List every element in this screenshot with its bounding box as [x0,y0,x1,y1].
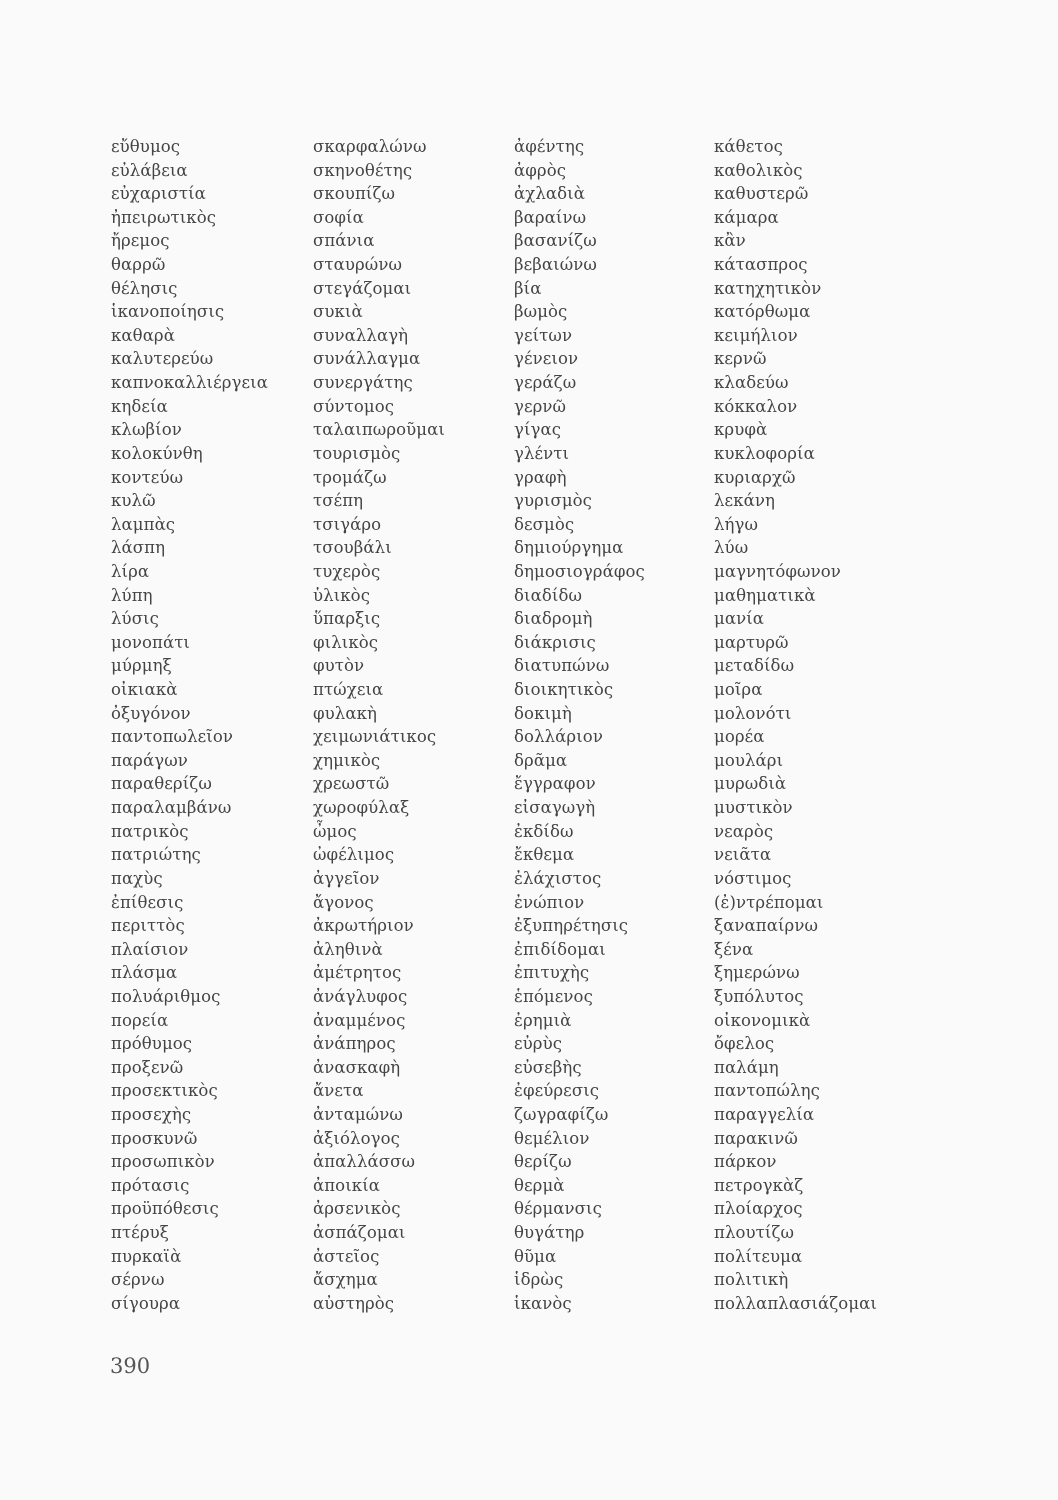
word-entry: τσιγάρο [313,514,382,534]
word-entry: ἀξιόλογος [313,1128,400,1148]
word-entry: σκουπίζω [313,184,396,204]
word-entry: ἐξυπηρέτησις [514,916,629,936]
word-entry: δημοσιογράφος [514,561,645,581]
word-entry: πολλαπλασιάζομαι [714,1293,877,1313]
word-entry: κοντεύω [111,467,184,487]
word-entry: διαδίδω [514,585,583,605]
word-entry: βασανίζω [514,231,597,251]
word-entry: ζωγραφίζω [514,1104,609,1124]
word-entry: καλυτερεύω [111,349,214,369]
word-entry: αὐστηρὸς [313,1293,395,1313]
word-entry: κρυφὰ [714,420,768,440]
word-entry: γερνῶ [514,396,567,416]
word-entry: λεκάνη [714,491,775,511]
word-entry: ἄνετα [313,1081,364,1101]
word-entry: (ἐ)ντρέπομαι [714,892,824,912]
word-entry: θῦμα [514,1246,557,1266]
word-entry: προσεχὴς [111,1104,192,1124]
word-entry: λαμπὰς [111,514,176,534]
word-entry: θέρμανσις [514,1199,602,1219]
word-entry: παραθερίζω [111,774,212,794]
word-column-3 [514,135,645,1315]
word-entry: εὐρὺς [514,1034,563,1054]
word-entry: παρακινῶ [714,1128,798,1148]
word-entry: νεαρὸς [714,821,774,841]
word-entry: πλάσμα [111,963,178,983]
word-entry: ταλαιπωροῦμαι [313,420,445,440]
word-entry: κάτασπρος [714,255,808,275]
word-entry: καθαρὰ [111,325,175,345]
word-entry: εὐχαριστία [111,184,206,204]
word-entry: κυκλοφορία [714,443,815,463]
word-entry: λάσπη [111,538,166,558]
word-entry: ἄσχημα [313,1270,378,1290]
word-entry: σκαρφαλώνω [313,137,427,156]
word-entry: ἐφεύρεσις [514,1081,600,1101]
word-entry: πρότασις [111,1175,190,1195]
word-entry: πατριώτης [111,845,201,865]
word-entry: ἔγγραφον [514,774,596,794]
word-entry: σύντομος [313,396,395,416]
word-entry: εὔθυμος [111,137,181,156]
word-entry: πολιτικὴ [714,1270,789,1290]
word-entry: διοικητικὸς [514,680,614,700]
word-entry: περιττὸς [111,916,185,936]
word-entry: ἀπαλλάσσω [313,1152,416,1172]
word-entry: ὀξυγόνον [111,703,191,723]
word-entry: ὦμος [313,821,357,841]
word-entry: κλαδεύω [714,373,789,393]
word-entry: ὠφέλιμος [313,845,395,865]
word-entry: γλέντι [514,443,570,463]
word-entry: προσεκτικὸς [111,1081,218,1101]
word-entry: κυλῶ [111,491,156,511]
word-entry: θερίζω [514,1152,572,1172]
word-entry: κηδεία [111,396,168,416]
word-entry: τυχερὸς [313,561,381,581]
word-entry: εἰσαγωγὴ [514,798,596,818]
word-entry: ἐπίθεσις [111,892,184,912]
word-entry: μονοπάτι [111,632,191,652]
word-entry: νόστιμος [714,868,792,888]
word-entry: δρᾶμα [514,750,568,770]
word-entry: πατρικὸς [111,821,189,841]
word-entry: φυλακὴ [313,703,377,723]
word-entry: ἀφρὸς [514,160,567,180]
word-entry: ἀνασκαφὴ [313,1057,401,1077]
word-entry: ξαναπαίρνω [714,916,819,936]
word-entry: ἐκδίδω [514,821,574,841]
word-entry: μαρτυρῶ [714,632,789,652]
word-entry: παράγων [111,750,188,770]
word-entry: ἠπειρωτικὸς [111,207,217,227]
word-entry: καθυστερῶ [714,184,809,204]
word-entry: πλαίσιον [111,939,189,959]
word-entry: προσωπικὸν [111,1152,215,1172]
word-entry: θέλησις [111,278,178,298]
word-entry: μύρμηξ [111,656,172,676]
word-entry: σπάνια [313,231,375,251]
word-entry: δολλάριον [514,727,603,747]
word-entry: δεσμὸς [514,514,575,534]
word-entry: ἀποικία [313,1175,381,1195]
word-entry: μοῖρα [714,680,763,700]
word-entry: τρομάζω [313,467,387,487]
word-entry: γείτων [514,325,573,345]
word-entry: φιλικὸς [313,632,379,652]
word-entry: θερμὰ [514,1175,565,1195]
word-entry: δημιούργημα [514,538,624,558]
word-entry: παντοπώλης [714,1081,820,1101]
word-entry: σοφία [313,207,364,227]
word-entry: λύσις [111,609,159,629]
word-entry: μαθηματικὰ [714,585,816,605]
word-entry: διάκρισις [514,632,596,652]
word-entry: προϋπόθεσις [111,1199,219,1219]
word-entry: λήγω [714,514,759,534]
word-entry: πτέρυξ [111,1223,169,1243]
word-entry: νειᾶτα [714,845,772,865]
word-entry: γυρισμὸς [514,491,593,511]
word-entry: βία [514,278,542,298]
word-entry: ἀκρωτήριον [313,916,414,936]
word-entry: χειμωνιάτικος [313,727,437,747]
word-entry: χημικὸς [313,750,381,770]
word-entry: πολυάριθμος [111,986,221,1006]
word-entry: κατηχητικὸν [714,278,822,298]
word-entry: βεβαιώνω [514,255,597,275]
word-entry: καπνοκαλλιέργεια [111,373,268,393]
word-entry: συναλλαγὴ [313,325,409,345]
word-entry: τσέπη [313,491,364,511]
word-entry: ἀφέντης [514,137,585,156]
word-entry: ἀσπάζομαι [313,1223,406,1243]
word-entry: μορέα [714,727,765,747]
word-entry: πορεία [111,1010,169,1030]
word-entry: ξυπόλυτος [714,986,804,1006]
word-column-2 [313,135,445,1315]
word-entry: εὐλάβεια [111,160,188,180]
word-entry: ἀνάπηρος [313,1034,396,1054]
word-entry: ὑλικὸς [313,585,371,605]
word-entry: τουρισμὸς [313,443,401,463]
word-entry: ξημερώνω [714,963,800,983]
word-entry: μανία [714,609,765,629]
word-entry: ἀστεῖος [313,1246,380,1266]
word-entry: ξένα [714,939,754,959]
word-entry: σκηνοθέτης [313,160,413,180]
word-entry: σταυρώνω [313,255,403,275]
word-entry: θυγάτηρ [514,1223,585,1243]
word-column-4 [714,135,877,1315]
word-entry: κερνῶ [714,349,767,369]
word-entry: θεμέλιον [514,1128,590,1148]
word-entry: χρεωστῶ [313,774,390,794]
word-entry: ἀναμμένος [313,1010,406,1030]
word-entry: φυτὸν [313,656,365,676]
word-entry: ἀνάγλυφος [313,986,408,1006]
word-entry: μυρωδιὰ [714,774,787,794]
word-entry: ἀληθινὰ [313,939,383,959]
word-entry: πολίτευμα [714,1246,803,1266]
word-entry: δοκιμὴ [514,703,572,723]
word-entry: θαρρῶ [111,255,166,275]
word-entry: εὐσεβὴς [514,1057,582,1077]
word-entry: μαγνητόφωνον [714,561,841,581]
word-entry: γίγας [514,420,562,440]
word-entry: κλωβίον [111,420,182,440]
word-entry: κατόρθωμα [714,302,811,322]
word-entry: παχὺς [111,868,163,888]
word-entry: πλουτίζω [714,1223,795,1243]
word-entry: ἄγονος [313,892,374,912]
word-entry: παντοπωλεῖον [111,727,234,747]
word-entry: ἐνώπιον [514,892,585,912]
word-entry: κόκκαλον [714,396,798,416]
word-entry: κειμήλιον [714,325,798,345]
word-entry: ἀχλαδιὰ [514,184,585,204]
word-entry: πτώχεια [313,680,384,700]
word-entry: ἀνταμώνω [313,1104,403,1124]
word-entry: μολονότι [714,703,792,723]
word-entry: διαδρομὴ [514,609,593,629]
word-entry: βωμὸς [514,302,568,322]
word-entry: κάθετος [714,137,783,156]
word-entry: ἔκθεμα [514,845,575,865]
word-entry: ἐλάχιστος [514,868,602,888]
word-entry: ἱκανοποίησις [111,302,225,322]
word-entry: μουλάρι [714,750,784,770]
word-entry: τσουβάλι [313,538,392,558]
word-entry: κἂν [714,231,746,251]
word-entry: πρόθυμος [111,1034,193,1054]
word-entry: μεταδίδω [714,656,795,676]
word-entry: χωροφύλαξ [313,798,410,818]
word-entry: λύπη [111,585,153,605]
word-entry: ἱκανὸς [514,1293,572,1313]
word-entry: οἰκιακὰ [111,680,178,700]
word-entry: γεράζω [514,373,577,393]
word-entry: ἐρημιὰ [514,1010,572,1030]
word-entry: κολοκύνθη [111,443,203,463]
word-entry: κάμαρα [714,207,779,227]
word-entry: λίρα [111,561,150,581]
word-entry: οἰκονομικὰ [714,1010,811,1030]
word-entry: μυστικὸν [714,798,793,818]
word-entry: πάρκον [714,1152,777,1172]
word-entry: παλάμη [714,1057,779,1077]
word-entry: βαραίνω [514,207,587,227]
word-entry: ὄφελος [714,1034,775,1054]
word-entry: κυριαρχῶ [714,467,796,487]
page-number: 390 [110,1354,151,1378]
word-entry: ἀμέτρητος [313,963,402,983]
word-entry: λύω [714,538,749,558]
word-entry: σέρνω [111,1270,165,1290]
word-entry: παραγγελία [714,1104,815,1124]
word-entry: ἐπιδίδομαι [514,939,606,959]
word-entry: ἀγγεῖον [313,868,380,888]
word-entry: πυρκαϊὰ [111,1246,182,1266]
word-entry: συκιὰ [313,302,363,322]
word-entry: ἐπιτυχὴς [514,963,590,983]
word-entry: προσκυνῶ [111,1128,198,1148]
word-entry: πετρογκὰζ [714,1175,804,1195]
word-entry: ἑπόμενος [514,986,593,1006]
word-entry: ἤρεμος [111,231,170,251]
word-entry: διατυπώνω [514,656,610,676]
word-entry: γραφὴ [514,467,567,487]
word-entry: παραλαμβάνω [111,798,232,818]
word-entry: ὕπαρξις [313,609,381,629]
word-entry: σίγουρα [111,1293,181,1313]
word-entry: πλοίαρχος [714,1199,803,1219]
word-column-1 [111,135,268,1315]
word-entry: στεγάζομαι [313,278,412,298]
word-entry: καθολικὸς [714,160,803,180]
word-entry: γένειον [514,349,579,369]
word-entry: συνεργάτης [313,373,413,393]
word-entry: ἀρσενικὸς [313,1199,401,1219]
word-entry: ἱδρὼς [514,1270,564,1290]
word-entry: προξενῶ [111,1057,184,1077]
word-entry: συνάλλαγμα [313,349,421,369]
